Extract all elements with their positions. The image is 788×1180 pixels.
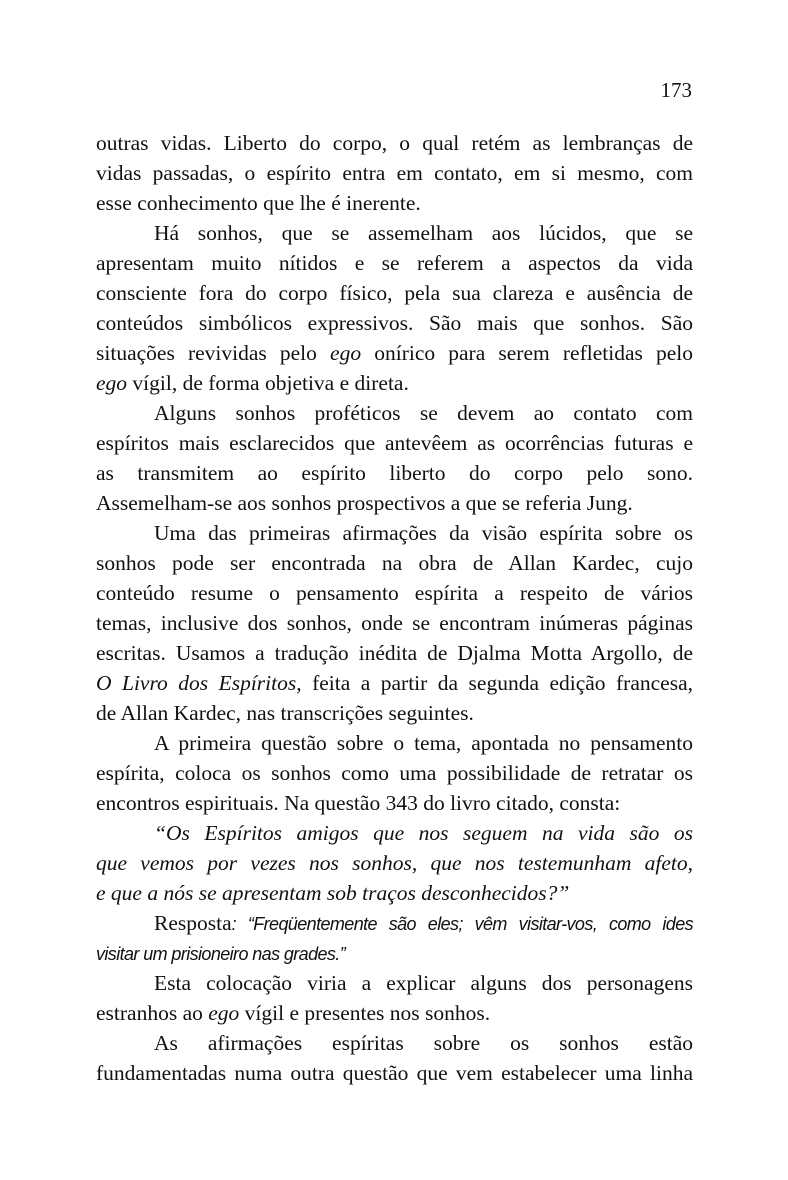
answer-line (96, 908, 693, 938)
italic-text: ego (330, 341, 362, 365)
line-text: encontros espirituais. Na questão 343 do livro citado, consta: (96, 791, 621, 815)
quote-line (96, 878, 693, 908)
text-line (96, 338, 693, 368)
line-text: feita a partir da segunda edição francesa, (301, 671, 694, 695)
text-line (96, 158, 693, 188)
text-line (96, 248, 693, 278)
line-text: Alguns sonhos proféticos se devem ao contato com (154, 401, 693, 425)
line-text: outras vidas. Liberto do corpo, o qual retém as lembranças de (96, 131, 693, 155)
text-line (96, 308, 693, 338)
line-text: esse conhecimento que lhe é inerente. (96, 191, 421, 215)
text-line (96, 668, 693, 698)
text-line (96, 1058, 693, 1088)
line-text: vidas passadas, o espírito entra em contato, em si mesmo, com (96, 161, 693, 185)
line-text: temas, inclusive dos sonhos, onde se encontram inúmeras páginas (96, 611, 693, 635)
answer-line (96, 938, 693, 968)
line-text: Há sonhos, que se assemelham aos lúcidos, que se (154, 221, 693, 245)
text-line (96, 368, 693, 398)
text-line (96, 428, 693, 458)
line-text: espírita, coloca os sonhos como uma possibilidade de retratar os (96, 761, 693, 785)
text-line (96, 398, 693, 428)
text-line (96, 548, 693, 578)
line-text: A primeira questão sobre o tema, apontada no pensamento (154, 731, 693, 755)
line-text: Uma das primeiras afirmações da visão espírita sobre os (154, 521, 693, 545)
text-line (96, 518, 693, 548)
text-line (96, 578, 693, 608)
text-line (96, 1028, 693, 1058)
text-line (96, 458, 693, 488)
answer-text: : “Freqüentemente são eles; vêm visitar-vos, como ides (231, 914, 693, 934)
body-text (96, 128, 693, 1088)
page-number: 173 (660, 78, 692, 102)
text-line (96, 788, 693, 818)
line-text: de Allan Kardec, nas transcrições seguintes. (96, 701, 474, 725)
line-text: onírico para serem refletidas pelo (361, 341, 693, 365)
italic-text: e que a nós se apresentam sob traços desconhecidos?” (96, 881, 570, 905)
line-text: Esta colocação viria a explicar alguns dos personagens (154, 971, 693, 995)
italic-text: ego (208, 1001, 240, 1025)
line-text: as transmitem ao espírito liberto do corpo pelo sono. (96, 461, 693, 485)
line-text: Assemelham-se aos sonhos prospectivos a que se referia Jung. (96, 491, 633, 515)
italic-text: que vemos por vezes nos sonhos, que nos testemunham afeto, (96, 851, 693, 875)
line-text: conteúdo resume o pensamento espírita a respeito de vários (96, 581, 693, 605)
line-text: vígil, de forma objetiva e direta. (127, 371, 409, 395)
text-line (96, 698, 693, 728)
quote-line (96, 848, 693, 878)
text-line (96, 488, 693, 518)
line-text: consciente fora do corpo físico, pela sua clareza e ausência de (96, 281, 693, 305)
line-text: sonhos pode ser encontrada na obra de Allan Kardec, cujo (96, 551, 693, 575)
text-line (96, 608, 693, 638)
text-line (96, 218, 693, 248)
line-text: conteúdos simbólicos expressivos. São mais que sonhos. São (96, 311, 693, 335)
line-text: apresentam muito nítidos e se referem a aspectos da vida (96, 251, 693, 275)
text-line (96, 968, 693, 998)
italic-text: ego (96, 371, 128, 395)
quote-line (96, 818, 693, 848)
italic-text: “Os Espíritos amigos que nos seguem na vida são os (154, 821, 693, 845)
line-text: situações revividas pelo (96, 341, 331, 365)
line-text: As afirmações espíritas sobre os sonhos estão (154, 1031, 693, 1055)
line-text: estranhos ao (96, 1001, 209, 1025)
text-line (96, 278, 693, 308)
line-text: espíritos mais esclarecidos que antevêem as ocorrências futuras e (96, 431, 693, 455)
line-text: vígil e presentes nos sonhos. (239, 1001, 491, 1025)
line-text: Resposta (154, 911, 232, 935)
text-line (96, 758, 693, 788)
text-line (96, 728, 693, 758)
line-text: fundamentadas numa outra questão que vem estabelecer uma linha (96, 1061, 693, 1085)
text-line (96, 128, 693, 158)
text-line (96, 998, 693, 1028)
italic-text: O Livro dos Espíritos, (96, 671, 302, 695)
text-line (96, 188, 693, 218)
text-line (96, 638, 693, 668)
answer-text: visitar um prisioneiro nas grades.” (96, 944, 346, 964)
line-text: escritas. Usamos a tradução inédita de Djalma Motta Argollo, de (96, 641, 693, 665)
